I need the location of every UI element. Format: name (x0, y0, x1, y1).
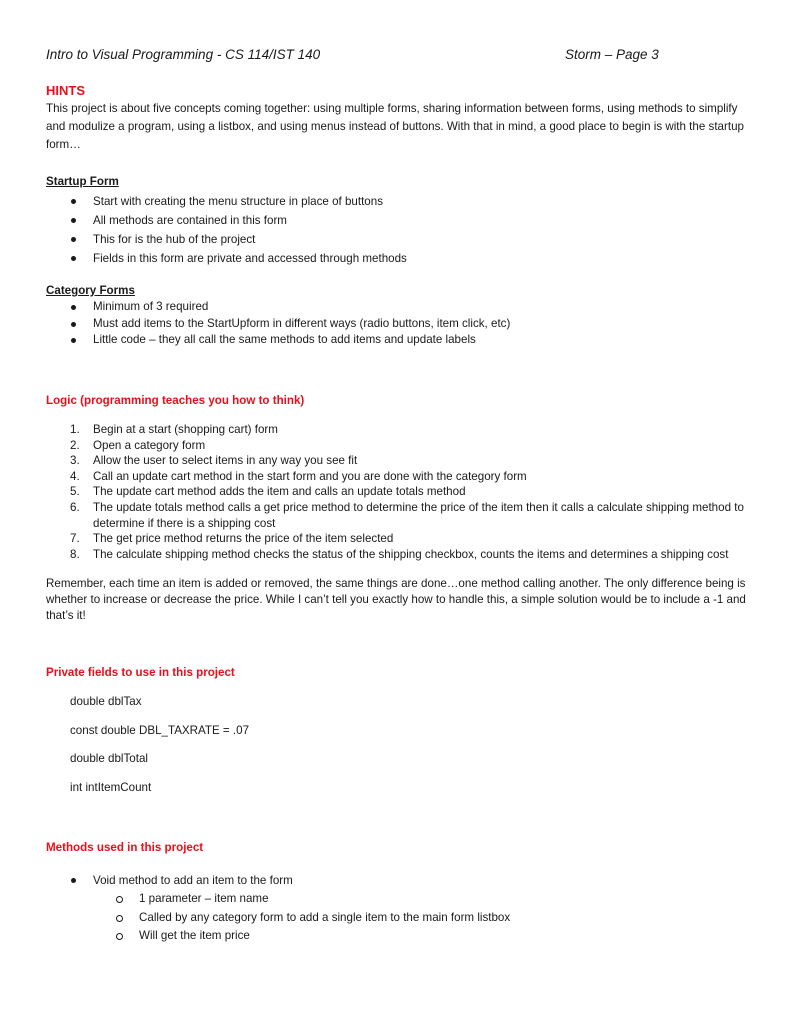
field-declaration: double dblTax (70, 695, 142, 708)
hollow-bullet-icon (116, 915, 123, 922)
logic-heading: Logic (programming teaches you how to think) (46, 394, 305, 407)
field-declaration: int intItemCount (70, 781, 152, 794)
bullet-icon (71, 218, 76, 223)
header-course-title: Intro to Visual Programming - CS 114/IST 140 (46, 47, 321, 62)
remember-paragraph: Remember, each time an item is added or removed, the same things are done…one method calling another. The only difference being is whether to increase or decrease the price. While I can’t tell you exactly how to handle this, a simple solution would be to include a -1 and that’s it! (46, 577, 746, 622)
list-item: Little code – they all call the same methods to add items and update labels (46, 332, 510, 349)
list-item: This for is the hub of the project (46, 230, 407, 249)
list-item: Will get the item price (46, 927, 510, 946)
methods-sublist (46, 890, 510, 946)
list-item: Must add items to the StartUpform in different ways (radio buttons, item click, etc) (46, 316, 510, 333)
list-item: 3. Allow the user to select items in any way you see fit (70, 454, 358, 468)
methods-list (46, 871, 293, 890)
header-page-label: Storm – Page 3 (565, 47, 659, 62)
list-item: Void method to add an item to the form (46, 871, 293, 890)
list-item: Fields in this form are private and accessed through methods (46, 249, 407, 268)
methods-heading: Methods used in this project (46, 841, 204, 854)
private-fields-heading: Private fields to use in this project (46, 666, 235, 679)
hints-intro-paragraph: This project is about five concepts coming together: using multiple forms, sharing information between forms, using methods to simplify and modulize a program, using a listbox, and using menus instead of buttons. With that in mind, a good place to begin is with the startup form… (46, 102, 744, 151)
category-forms-heading: Category Forms (46, 284, 135, 297)
list-item: All methods are contained in this form (46, 211, 407, 230)
bullet-icon (71, 256, 76, 261)
list-item: 7. The get price method returns the price of the item selected (70, 532, 394, 546)
list-item: 5. The update cart method adds the item and calls an update totals method (70, 485, 466, 499)
bullet-icon (71, 199, 76, 204)
bullet-icon (71, 322, 76, 327)
list-item: 8. The calculate shipping method checks the status of the shipping checkbox, counts the items and determines a shipping cost (70, 547, 729, 561)
logic-steps-list (46, 422, 751, 562)
list-item: Called by any category form to add a single item to the main form listbox (46, 909, 510, 928)
startup-form-list (46, 192, 407, 268)
list-item: Minimum of 3 required (46, 299, 510, 316)
bullet-icon (71, 237, 76, 242)
startup-form-heading: Startup Form (46, 175, 119, 188)
list-item: 2. Open a category form (70, 438, 206, 452)
field-declaration: const double DBL_TAXRATE = .07 (70, 724, 250, 737)
list-item: 6. The update totals method calls a get price method to determine the price of the item then it calls a calculate shipping method to determine if there is a shipping cost (70, 500, 744, 530)
field-declaration: double dblTotal (70, 752, 148, 765)
list-item: Start with creating the menu structure in place of buttons (46, 192, 407, 211)
list-item: 4. Call an update cart method in the start form and you are done with the category form (70, 469, 527, 483)
hollow-bullet-icon (116, 896, 123, 903)
category-forms-list (46, 299, 510, 349)
bullet-icon (71, 878, 76, 883)
bullet-icon (71, 338, 76, 343)
list-item: 1 parameter – item name (46, 890, 510, 909)
list-item: 1. Begin at a start (shopping cart) form (70, 423, 278, 436)
hints-heading: HINTS (46, 83, 85, 98)
bullet-icon (71, 305, 76, 310)
hollow-bullet-icon (116, 933, 123, 940)
